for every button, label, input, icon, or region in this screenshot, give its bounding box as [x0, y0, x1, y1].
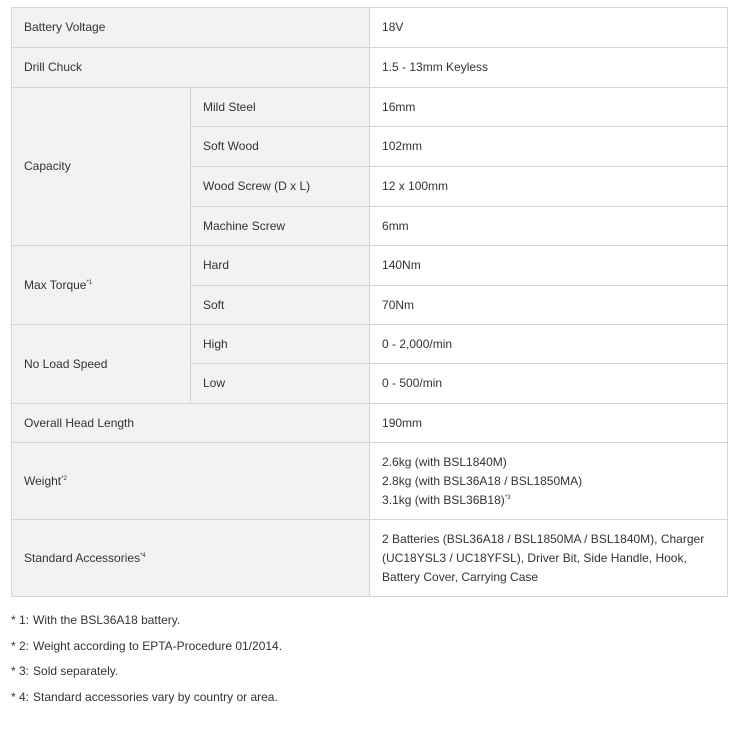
spec-sublabel: High [191, 325, 370, 364]
spec-label: Overall Head Length [12, 404, 370, 443]
footnotes [11, 612, 727, 715]
spec-value: 102mm [370, 127, 728, 167]
spec-row-overall-head-length [12, 404, 728, 443]
footnote-mark: *1 [86, 279, 93, 286]
spec-row-drill-chuck [12, 48, 728, 88]
spec-row-battery-voltage [12, 8, 728, 48]
footnote [11, 689, 727, 715]
spec-label [12, 520, 370, 597]
footnote-text: With the BSL36A18 battery. [33, 613, 181, 627]
spec-value: 16mm [370, 88, 728, 127]
spec-label: Drill Chuck [12, 48, 370, 88]
spec-label-text: Standard Accessories [24, 550, 141, 565]
footnote-marker: * 4: [11, 690, 30, 705]
spec-value: 6mm [370, 207, 728, 246]
spec-value: 2 Batteries (BSL36A18 / BSL1850MA / BSL1840M), Charger (UC18YSL3 / UC18YFSL), Driver Bit, Side Handle, Hook, Battery Cover, Carrying Case [370, 520, 728, 597]
footnote-mark: *3 [504, 494, 511, 501]
footnote-text: Standard accessories vary by country or area. [33, 690, 278, 705]
weight-line: 2.6kg (with BSL1840M) [382, 454, 507, 469]
footnote-marker: * 2: [11, 638, 30, 653]
spec-value [370, 443, 728, 520]
footnote-mark: *4 [140, 552, 146, 559]
spec-value: 140Nm [370, 246, 728, 286]
footnote-text: Weight according to EPTA-Procedure 01/2014. [33, 638, 283, 653]
spec-label: Battery Voltage [12, 8, 370, 48]
spec-value: 18V [370, 8, 728, 48]
spec-value: 70Nm [370, 286, 728, 325]
spec-row-max-torque [12, 246, 728, 286]
spec-table [11, 7, 728, 597]
spec-value: 0 - 500/min [370, 364, 728, 404]
spec-sublabel: Soft Wood [191, 127, 370, 167]
spec-value: 190mm [370, 404, 728, 443]
spec-row-standard-accessories [12, 520, 728, 597]
weight-line [382, 491, 715, 510]
spec-row-no-load-speed [12, 325, 728, 364]
footnote [11, 663, 727, 689]
spec-label-text: Max Torque [24, 277, 87, 292]
spec-sublabel: Machine Screw [191, 207, 370, 246]
spec-value: 0 - 2,000/min [370, 325, 728, 364]
footnote [11, 638, 727, 664]
spec-row-weight [12, 443, 728, 520]
spec-label: No Load Speed [12, 325, 191, 404]
footnote [11, 612, 727, 638]
spec-label [12, 246, 191, 325]
footnote-marker: * 1: [11, 613, 30, 627]
spec-sublabel: Mild Steel [191, 88, 370, 127]
weight-line: 2.8kg (with BSL36A18 / BSL1850MA) [382, 473, 583, 488]
spec-label: Capacity [12, 88, 191, 246]
footnote-mark: *2 [61, 475, 67, 482]
spec-label [12, 443, 370, 520]
spec-sublabel: Wood Screw (D x L) [191, 167, 370, 207]
spec-label-text: Weight [24, 473, 62, 488]
footnote-marker: * 3: [11, 664, 30, 679]
spec-sublabel: Hard [191, 246, 370, 286]
spec-row-capacity [12, 88, 728, 127]
spec-value: 1.5 - 13mm Keyless [370, 48, 728, 88]
spec-sublabel: Low [191, 364, 370, 404]
spec-value: 12 x 100mm [370, 167, 728, 207]
spec-sublabel: Soft [191, 286, 370, 325]
weight-line-text: 3.1kg (with BSL36B18) [382, 492, 505, 507]
footnote-text: Sold separately. [33, 664, 119, 679]
